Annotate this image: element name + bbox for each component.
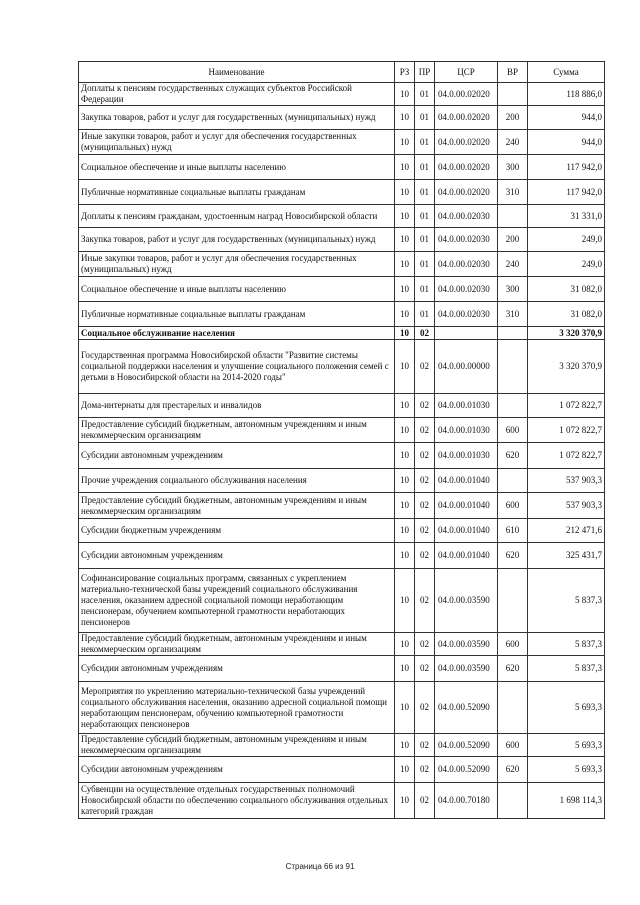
cell-csr: 04.0.00.03590 <box>435 633 498 656</box>
cell-rz: 10 <box>395 633 415 656</box>
cell-rz: 10 <box>395 682 415 734</box>
cell-sum: 537 903,3 <box>528 469 605 493</box>
cell-name: Субсидии автономным учреждениям <box>79 757 395 783</box>
cell-rz: 10 <box>395 394 415 418</box>
cell-pr: 02 <box>415 543 435 569</box>
cell-sum: 31 082,0 <box>528 302 605 327</box>
table-row <box>79 543 605 569</box>
cell-csr: 04.0.00.02020 <box>435 83 498 106</box>
table-row <box>79 682 605 734</box>
table-row <box>79 734 605 757</box>
cell-vr <box>498 83 528 106</box>
cell-rz: 10 <box>395 180 415 205</box>
cell-sum: 1 072 822,7 <box>528 394 605 418</box>
cell-pr: 02 <box>415 519 435 543</box>
table-row <box>79 340 605 394</box>
cell-csr: 04.0.00.02030 <box>435 205 498 228</box>
table-row <box>79 443 605 469</box>
cell-pr: 02 <box>415 493 435 519</box>
cell-rz: 10 <box>395 469 415 493</box>
cell-rz: 10 <box>395 106 415 130</box>
cell-sum: 249,0 <box>528 252 605 277</box>
cell-pr: 01 <box>415 180 435 205</box>
cell-vr: 600 <box>498 493 528 519</box>
cell-sum: 5 693,3 <box>528 757 605 783</box>
table-body <box>79 83 605 819</box>
table-row <box>79 205 605 228</box>
cell-name: Социальное обслуживание населения <box>79 327 395 340</box>
cell-csr: 04.0.00.02020 <box>435 130 498 155</box>
header-name: Наименование <box>79 62 395 83</box>
table-row <box>79 394 605 418</box>
cell-rz: 10 <box>395 130 415 155</box>
cell-csr: 04.0.00.01040 <box>435 543 498 569</box>
cell-pr: 01 <box>415 302 435 327</box>
cell-vr: 310 <box>498 302 528 327</box>
table-row <box>79 493 605 519</box>
cell-sum: 1 072 822,7 <box>528 418 605 443</box>
cell-csr: 04.0.00.52090 <box>435 757 498 783</box>
cell-pr: 01 <box>415 252 435 277</box>
table-row <box>79 228 605 252</box>
table-row <box>79 83 605 106</box>
cell-csr: 04.0.00.02020 <box>435 155 498 180</box>
cell-vr: 620 <box>498 543 528 569</box>
table-row <box>79 130 605 155</box>
cell-sum: 3 320 370,9 <box>528 340 605 394</box>
cell-rz: 10 <box>395 252 415 277</box>
cell-csr: 04.0.00.02020 <box>435 106 498 130</box>
cell-rz: 10 <box>395 228 415 252</box>
cell-pr: 02 <box>415 633 435 656</box>
cell-pr: 01 <box>415 130 435 155</box>
cell-name: Субсидии автономным учреждениям <box>79 543 395 569</box>
cell-csr: 04.0.00.01040 <box>435 493 498 519</box>
cell-csr: 04.0.00.02020 <box>435 180 498 205</box>
header-vr: ВР <box>498 62 528 83</box>
cell-name: Закупка товаров, работ и услуг для государственных (муниципальных) нужд <box>79 228 395 252</box>
cell-name: Дома-интернаты для престарелых и инвалидов <box>79 394 395 418</box>
table-row <box>79 519 605 543</box>
cell-csr: 04.0.00.52090 <box>435 682 498 734</box>
cell-rz: 10 <box>395 327 415 340</box>
cell-vr <box>498 783 528 819</box>
table-header-row <box>79 62 605 83</box>
cell-name: Предоставление субсидий бюджетным, автономным учреждениям и иным некоммерческим организациям <box>79 734 395 757</box>
cell-csr: 04.0.00.02030 <box>435 252 498 277</box>
cell-rz: 10 <box>395 340 415 394</box>
cell-csr: 04.0.00.00000 <box>435 340 498 394</box>
page-number: Страница 66 из 91 <box>285 862 355 871</box>
header-sum: Сумма <box>528 62 605 83</box>
table-row <box>79 155 605 180</box>
table-row <box>79 757 605 783</box>
cell-vr <box>498 340 528 394</box>
cell-rz: 10 <box>395 519 415 543</box>
cell-csr: 04.0.00.02030 <box>435 302 498 327</box>
cell-rz: 10 <box>395 656 415 682</box>
table-row <box>79 633 605 656</box>
cell-sum: 5 693,3 <box>528 682 605 734</box>
cell-pr: 02 <box>415 418 435 443</box>
cell-vr: 240 <box>498 252 528 277</box>
table-row <box>79 327 605 340</box>
cell-pr: 01 <box>415 205 435 228</box>
cell-vr <box>498 569 528 633</box>
cell-name: Субсидии автономным учреждениям <box>79 656 395 682</box>
cell-rz: 10 <box>395 757 415 783</box>
cell-vr <box>498 682 528 734</box>
cell-pr: 01 <box>415 228 435 252</box>
cell-name: Закупка товаров, работ и услуг для государственных (муниципальных) нужд <box>79 106 395 130</box>
table-row <box>79 569 605 633</box>
cell-name: Предоставление субсидий бюджетным, автономным учреждениям и иным некоммерческим организациям <box>79 493 395 519</box>
cell-sum: 31 331,0 <box>528 205 605 228</box>
cell-rz: 10 <box>395 302 415 327</box>
cell-pr: 02 <box>415 656 435 682</box>
cell-name: Доплаты к пенсиям государственных служащих субъектов Российской Федерации <box>79 83 395 106</box>
cell-vr: 600 <box>498 633 528 656</box>
table-row <box>79 783 605 819</box>
cell-csr: 04.0.00.70180 <box>435 783 498 819</box>
header-csr: ЦСР <box>435 62 498 83</box>
cell-sum: 325 431,7 <box>528 543 605 569</box>
cell-sum: 5 837,3 <box>528 569 605 633</box>
cell-rz: 10 <box>395 543 415 569</box>
cell-pr: 02 <box>415 783 435 819</box>
cell-sum: 1 698 114,3 <box>528 783 605 819</box>
cell-rz: 10 <box>395 155 415 180</box>
table-row <box>79 277 605 302</box>
cell-name: Субсидии бюджетным учреждениям <box>79 519 395 543</box>
table-row <box>79 180 605 205</box>
table-row <box>79 106 605 130</box>
table-row <box>79 469 605 493</box>
table-row <box>79 252 605 277</box>
cell-vr: 620 <box>498 656 528 682</box>
cell-vr: 600 <box>498 734 528 757</box>
cell-rz: 10 <box>395 783 415 819</box>
cell-name: Субсидии автономным учреждениям <box>79 443 395 469</box>
header-rz: РЗ <box>395 62 415 83</box>
cell-csr: 04.0.00.01040 <box>435 519 498 543</box>
cell-vr: 620 <box>498 757 528 783</box>
cell-name: Социальное обеспечение и иные выплаты населению <box>79 277 395 302</box>
cell-sum: 537 903,3 <box>528 493 605 519</box>
cell-vr: 620 <box>498 443 528 469</box>
cell-sum: 5 837,3 <box>528 633 605 656</box>
cell-sum: 117 942,0 <box>528 180 605 205</box>
cell-sum: 5 693,3 <box>528 734 605 757</box>
cell-name: Иные закупки товаров, работ и услуг для обеспечения государственных (муниципальных) нужд <box>79 130 395 155</box>
cell-pr: 02 <box>415 569 435 633</box>
cell-sum: 249,0 <box>528 228 605 252</box>
cell-pr: 02 <box>415 394 435 418</box>
cell-sum: 944,0 <box>528 106 605 130</box>
cell-vr <box>498 469 528 493</box>
cell-rz: 10 <box>395 569 415 633</box>
cell-vr: 200 <box>498 228 528 252</box>
cell-csr: 04.0.00.03590 <box>435 656 498 682</box>
cell-sum: 5 837,3 <box>528 656 605 682</box>
cell-rz: 10 <box>395 277 415 302</box>
cell-sum: 3 320 370,9 <box>528 327 605 340</box>
table-row <box>79 418 605 443</box>
cell-vr: 300 <box>498 277 528 302</box>
cell-name: Софинансирование социальных программ, связанных с укреплением материально-технической базы учреждений социального обслуживания населения, оказанием адресной социальной помощи неработающим пенсионерам, обучением компьютерной грамотности неработающих пенсионеров <box>79 569 395 633</box>
cell-pr: 01 <box>415 106 435 130</box>
cell-csr: 04.0.00.52090 <box>435 734 498 757</box>
cell-vr: 310 <box>498 180 528 205</box>
cell-pr: 02 <box>415 469 435 493</box>
cell-vr <box>498 205 528 228</box>
cell-pr: 02 <box>415 327 435 340</box>
cell-csr: 04.0.00.01030 <box>435 443 498 469</box>
cell-rz: 10 <box>395 418 415 443</box>
cell-name: Иные закупки товаров, работ и услуг для обеспечения государственных (муниципальных) нужд <box>79 252 395 277</box>
budget-table <box>78 61 605 819</box>
cell-rz: 10 <box>395 443 415 469</box>
cell-pr: 02 <box>415 340 435 394</box>
cell-name: Доплаты к пенсиям гражданам, удостоенным наград Новосибирской области <box>79 205 395 228</box>
cell-vr <box>498 394 528 418</box>
cell-name: Прочие учреждения социального обслуживания населения <box>79 469 395 493</box>
cell-name: Предоставление субсидий бюджетным, автономным учреждениям и иным некоммерческим организациям <box>79 418 395 443</box>
cell-name: Публичные нормативные социальные выплаты гражданам <box>79 302 395 327</box>
cell-name: Государственная программа Новосибирской области "Развитие системы социальной поддержки населения и улучшение социального положения семей с детьми в Новосибирской области на 2014-2020 годы" <box>79 340 395 394</box>
cell-name: Социальное обеспечение и иные выплаты населению <box>79 155 395 180</box>
cell-csr: 04.0.00.01030 <box>435 394 498 418</box>
cell-pr: 02 <box>415 443 435 469</box>
cell-pr: 02 <box>415 734 435 757</box>
cell-pr: 01 <box>415 83 435 106</box>
cell-name: Мероприятия по укреплению материально-технической базы учреждений социального обслуживания населения, оказанию адресной социальной помощи неработающим пенсионерам, обучению компьютерной грамотности неработающих пенсионеров <box>79 682 395 734</box>
cell-vr: 240 <box>498 130 528 155</box>
cell-rz: 10 <box>395 493 415 519</box>
cell-name: Публичные нормативные социальные выплаты гражданам <box>79 180 395 205</box>
cell-vr: 200 <box>498 106 528 130</box>
cell-sum: 944,0 <box>528 130 605 155</box>
cell-csr: 04.0.00.01040 <box>435 469 498 493</box>
cell-sum: 118 886,0 <box>528 83 605 106</box>
cell-vr: 300 <box>498 155 528 180</box>
cell-csr: 04.0.00.03590 <box>435 569 498 633</box>
cell-sum: 212 471,6 <box>528 519 605 543</box>
cell-pr: 01 <box>415 277 435 302</box>
cell-rz: 10 <box>395 734 415 757</box>
cell-csr <box>435 327 498 340</box>
cell-sum: 31 082,0 <box>528 277 605 302</box>
cell-csr: 04.0.00.02030 <box>435 228 498 252</box>
cell-sum: 1 072 822,7 <box>528 443 605 469</box>
cell-name: Субвенции на осуществление отдельных государственных полномочий Новосибирской области по обеспечению социального обслуживания отдельных категорий граждан <box>79 783 395 819</box>
cell-vr: 600 <box>498 418 528 443</box>
cell-sum: 117 942,0 <box>528 155 605 180</box>
header-pr: ПР <box>415 62 435 83</box>
cell-csr: 04.0.00.01030 <box>435 418 498 443</box>
cell-csr: 04.0.00.02030 <box>435 277 498 302</box>
table-row <box>79 656 605 682</box>
cell-pr: 01 <box>415 155 435 180</box>
cell-vr <box>498 327 528 340</box>
cell-vr: 610 <box>498 519 528 543</box>
cell-rz: 10 <box>395 83 415 106</box>
cell-name: Предоставление субсидий бюджетным, автономным учреждениям и иным некоммерческим организациям <box>79 633 395 656</box>
cell-pr: 02 <box>415 682 435 734</box>
table-row <box>79 302 605 327</box>
cell-rz: 10 <box>395 205 415 228</box>
cell-pr: 02 <box>415 757 435 783</box>
